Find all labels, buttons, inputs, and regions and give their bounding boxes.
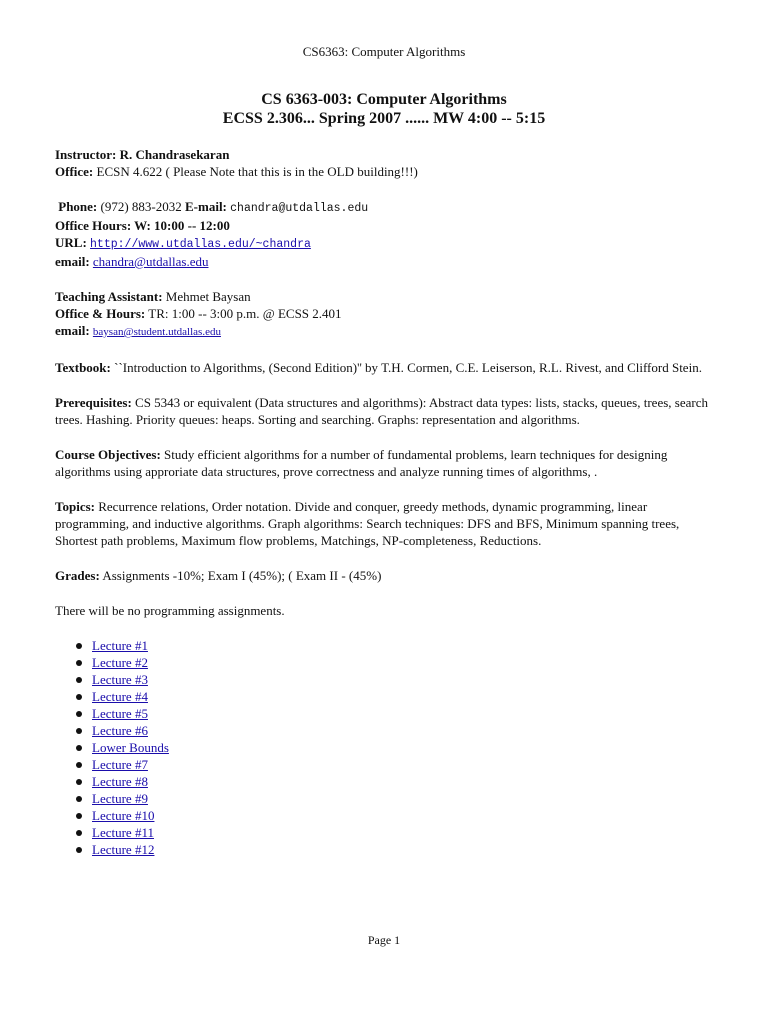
office-value: ECSN 4.622 ( Please Note that this is in the OLD building!!!) [96, 164, 418, 179]
spacer [55, 549, 715, 567]
lecture-link[interactable]: Lecture #1 [92, 638, 148, 653]
course-title-line2: ECSS 2.306... Spring 2007 ...... MW 4:00 -- 5:15 [222, 110, 546, 127]
topics-paragraph [55, 498, 715, 549]
ta-hours-label: Office & Hours: [55, 306, 146, 321]
course-title-line1: CS 6363-003: Computer Algorithms [261, 91, 507, 108]
list-item [92, 773, 715, 790]
textbook-text: ``Introduction to Algorithms, (Second Edition)'' by T.H. Cormen, C.E. Leiserson, R.L. Rivest, and Clifford Stein. [114, 360, 702, 375]
syllabus-content [55, 146, 715, 858]
topics-label: Topics: [55, 499, 95, 514]
lecture-link[interactable]: Lecture #5 [92, 706, 148, 721]
spacer [55, 584, 715, 602]
assignments-note: There will be no programming assignments. [55, 603, 285, 618]
ta-line [55, 288, 715, 305]
instructor-label: Instructor: [55, 147, 117, 162]
spacer [55, 428, 715, 446]
ta-name: Mehmet Baysan [165, 289, 251, 304]
lecture-link[interactable]: Lecture #7 [92, 757, 148, 772]
office-hours-line [55, 217, 715, 234]
ta-email-line [55, 322, 715, 341]
homepage-link[interactable]: http://www.utdallas.edu/~chandra [90, 238, 311, 251]
grades-label: Grades: [55, 568, 100, 583]
list-item [92, 705, 715, 722]
email-line [55, 253, 715, 270]
list-item [92, 671, 715, 688]
url-line [55, 234, 715, 253]
list-item [92, 739, 715, 756]
lecture-link[interactable]: Lecture #10 [92, 808, 155, 823]
list-item [92, 688, 715, 705]
lecture-link[interactable]: Lecture #4 [92, 689, 148, 704]
phone-value: (972) 883-2032 [100, 199, 182, 214]
list-item [92, 654, 715, 671]
spacer [55, 341, 715, 359]
prerequisites-text: CS 5343 or equivalent (Data structures and algorithms): Abstract data types: lists, stacks, queues, trees, search trees. Hashing. Priority queues: heaps. Sorting and searching. Graphs: representation and algorithms. [55, 395, 708, 427]
topics-text: Recurrence relations, Order notation. Divide and conquer, greedy methods, dynamic programming, linear programming, and inductive algorithms. Graph algorithms: Search techniques: DFS and BFS, Minimum spanning trees, Shortest path problems, Maximum flow problems, Matchings, NP-completeness, Reductions. [55, 499, 680, 548]
spacer [55, 480, 715, 498]
running-header: CS6363: Computer Algorithms [302, 44, 466, 59]
spacer [55, 376, 715, 394]
list-item [92, 841, 715, 858]
lecture-list [55, 637, 715, 858]
ta-label: Teaching Assistant: [55, 289, 163, 304]
instructor-line [55, 146, 715, 163]
objectives-label: Course Objectives: [55, 447, 161, 462]
grades-paragraph [55, 567, 715, 584]
lecture-link[interactable]: Lecture #12 [92, 842, 155, 857]
office-line [55, 163, 715, 180]
prerequisites-paragraph [55, 394, 715, 428]
list-item [92, 790, 715, 807]
list-item [92, 756, 715, 773]
lower-bounds-link[interactable]: Lower Bounds [92, 740, 169, 755]
office-label: Office: [55, 164, 94, 179]
page-number: Page 1 [367, 933, 401, 947]
instructor-email-link[interactable]: chandra@utdallas.edu [92, 254, 209, 269]
office-hours: Office Hours: W: 10:00 -- 12:00 [55, 218, 230, 233]
lecture-link[interactable]: Lecture #8 [92, 774, 148, 789]
ta-email-label: email: [55, 323, 90, 338]
ta-email-link[interactable]: baysan@student.utdallas.edu [92, 326, 221, 338]
url-label: URL: [55, 235, 87, 250]
objectives-paragraph [55, 446, 715, 480]
list-item [92, 722, 715, 739]
phone-line [55, 198, 715, 217]
list-item [92, 807, 715, 824]
lecture-link[interactable]: Lecture #2 [92, 655, 148, 670]
spacer [55, 270, 715, 288]
phone-label: Phone: [58, 199, 98, 214]
lecture-link[interactable]: Lecture #3 [92, 672, 148, 687]
spacer [55, 619, 715, 637]
spacer [55, 180, 715, 198]
grades-text: Assignments -10%; Exam I (45%); ( Exam II - (45%) [102, 568, 382, 583]
ta-hours-line [55, 305, 715, 322]
instructor-name: R. Chandrasekaran [119, 147, 230, 162]
course-title [0, 90, 768, 128]
textbook-label: Textbook: [55, 360, 111, 375]
email-inline-value: chandra@utdallas.edu [230, 202, 369, 215]
lecture-link[interactable]: Lecture #9 [92, 791, 148, 806]
textbook-paragraph [55, 359, 715, 376]
prerequisites-label: Prerequisites: [55, 395, 132, 410]
lecture-link[interactable]: Lecture #11 [92, 825, 154, 840]
objectives-text: Study efficient algorithms for a number of fundamental problems, learn techniques for designing algorithms using approriate data structures, prove correctness and analyze running times of algorithms, . [55, 447, 668, 479]
email-label: email: [55, 254, 90, 269]
list-item [92, 824, 715, 841]
ta-hours-value: TR: 1:00 -- 3:00 p.m. @ ECSS 2.401 [148, 306, 342, 321]
list-item [92, 637, 715, 654]
email-inline-label: E-mail: [185, 199, 227, 214]
lecture-link[interactable]: Lecture #6 [92, 723, 148, 738]
